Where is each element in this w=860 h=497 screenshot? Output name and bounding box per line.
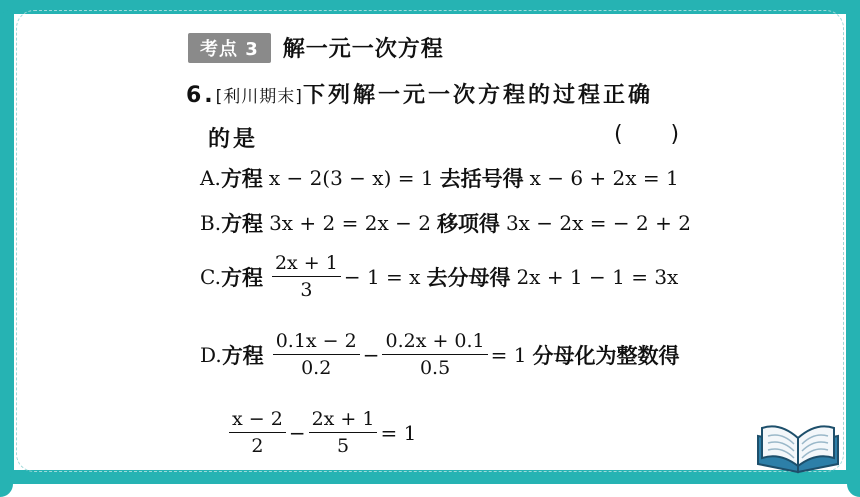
option-word: 方程 bbox=[221, 343, 264, 368]
fraction-denominator: 3 bbox=[300, 279, 313, 301]
fraction-denominator: 0.2 bbox=[301, 357, 332, 379]
option-word: 方程 bbox=[221, 212, 264, 236]
option-equation-rest: − 1 = x bbox=[343, 264, 421, 289]
fraction-denominator: 0.5 bbox=[419, 357, 451, 379]
fraction bbox=[229, 408, 286, 457]
minus-sign: − bbox=[362, 342, 380, 367]
option-label: D. bbox=[200, 342, 222, 367]
option-word: 方程 bbox=[220, 167, 263, 191]
option-equation: x − 2(3 − x) = 1 bbox=[268, 166, 434, 190]
fraction-denominator: 5 bbox=[336, 435, 350, 457]
open-book-icon bbox=[752, 418, 844, 478]
option-equation-rest: = 1 bbox=[490, 342, 527, 367]
section-title: 解一元一次方程 bbox=[282, 37, 444, 62]
option-b bbox=[200, 208, 691, 238]
option-a bbox=[200, 163, 679, 193]
fraction bbox=[273, 330, 360, 379]
option-word: 方程 bbox=[220, 265, 263, 290]
fraction bbox=[382, 330, 487, 379]
fraction-numerator: 0.2x + 0.1 bbox=[382, 330, 487, 355]
option-action: 分母化为整数得 bbox=[532, 343, 680, 368]
fraction bbox=[272, 252, 341, 301]
question-number: 6. bbox=[186, 83, 216, 108]
minus-sign: − bbox=[288, 420, 306, 445]
option-label: C. bbox=[200, 264, 221, 289]
question-stem: 下列解一元一次方程的过程正确 bbox=[302, 83, 653, 108]
question-source: [利川期末] bbox=[215, 87, 303, 107]
option-equation: 3x + 2 = 2x − 2 bbox=[269, 211, 431, 235]
section-tag: 考点 3 bbox=[188, 33, 271, 63]
fraction-numerator: 2x + 1 bbox=[309, 408, 378, 433]
option-d bbox=[200, 330, 685, 379]
option-d-result bbox=[226, 408, 416, 457]
fraction-numerator: 0.1x − 2 bbox=[273, 330, 360, 355]
option-action: 移项得 bbox=[436, 212, 500, 236]
option-action: 去括号得 bbox=[439, 167, 524, 191]
fraction-numerator: 2x + 1 bbox=[272, 252, 341, 277]
option-result: 2x + 1 − 1 = 3x bbox=[516, 264, 679, 289]
option-result: x − 6 + 2x = 1 bbox=[529, 166, 679, 190]
option-c bbox=[200, 252, 678, 301]
fraction-denominator: 2 bbox=[251, 435, 264, 457]
section-header bbox=[188, 32, 444, 63]
answer-bracket: ( ) bbox=[614, 122, 684, 147]
question-line-1 bbox=[186, 78, 653, 109]
option-label: B. bbox=[200, 211, 222, 235]
option-result: 3x − 2x = − 2 + 2 bbox=[505, 211, 691, 235]
option-equation-rest: = 1 bbox=[380, 420, 417, 445]
question-line-2 bbox=[208, 122, 688, 153]
option-label: A. bbox=[200, 166, 221, 190]
option-action: 去分母得 bbox=[426, 265, 511, 290]
fraction bbox=[309, 408, 378, 457]
question-stem-cont: 的是 bbox=[208, 127, 259, 152]
corner-notch bbox=[847, 471, 860, 497]
fraction-numerator: x − 2 bbox=[229, 408, 286, 433]
